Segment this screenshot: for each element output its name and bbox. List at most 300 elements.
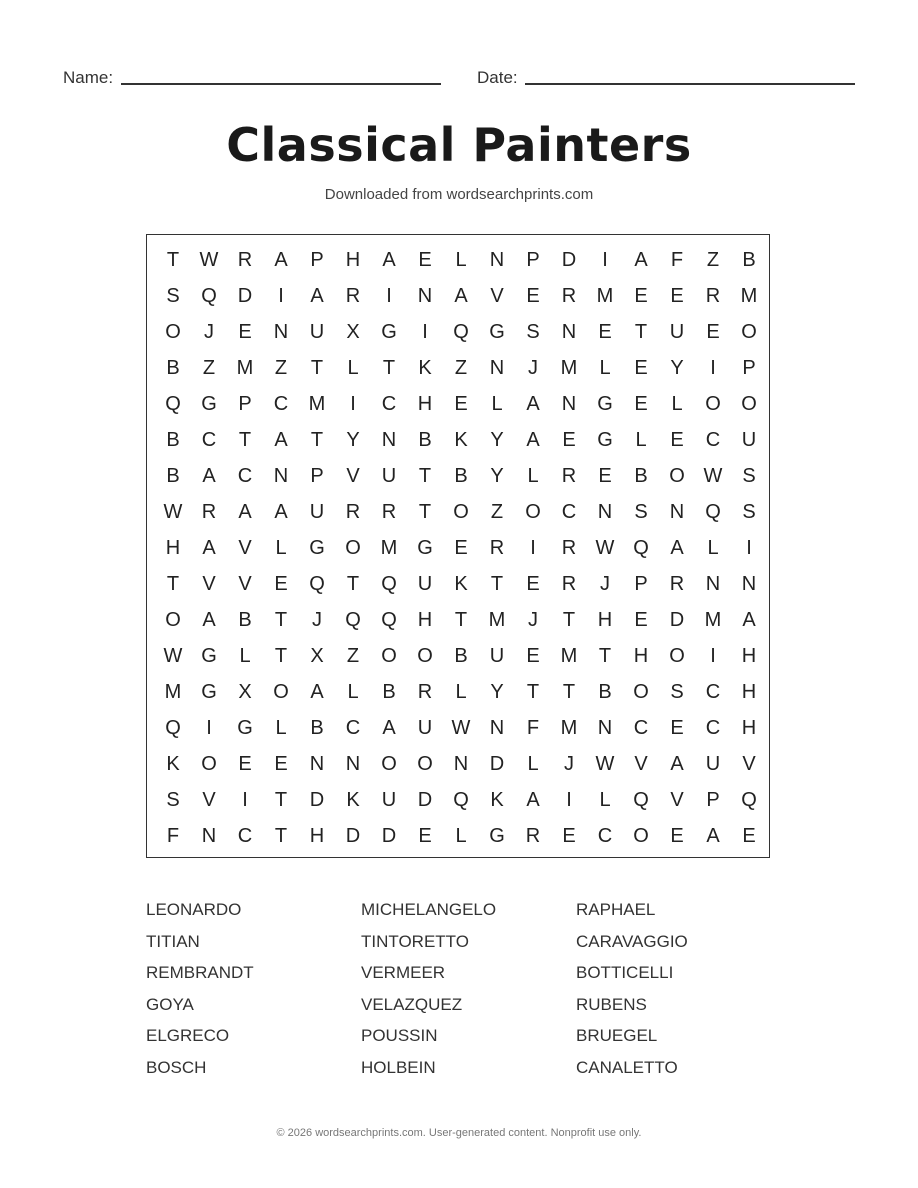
grid-letter: L: [275, 537, 287, 559]
grid-letter: B: [238, 609, 252, 631]
grid-letter: B: [454, 645, 468, 667]
grid-letter: K: [346, 789, 360, 811]
grid-letter: L: [599, 789, 611, 811]
grid-letter: R: [417, 681, 433, 703]
grid-letter: E: [634, 609, 648, 631]
grid-letter: L: [239, 645, 251, 667]
grid-letter: E: [526, 645, 540, 667]
grid-letter: L: [347, 357, 359, 379]
grid-letter: M: [560, 717, 578, 739]
word-list-item: POUSSIN: [361, 1026, 438, 1045]
grid-letter: R: [561, 537, 577, 559]
grid-letter: S: [670, 681, 684, 703]
grid-letter: H: [417, 609, 433, 631]
grid-letter: O: [345, 537, 361, 559]
grid-letter: A: [382, 717, 396, 739]
grid-letter: A: [526, 393, 540, 415]
grid-letter: L: [527, 465, 539, 487]
grid-letter: A: [670, 753, 684, 775]
grid-letter: R: [525, 825, 541, 847]
grid-letter: C: [633, 717, 649, 739]
grid-letter: N: [597, 501, 613, 523]
grid-letter: M: [164, 681, 182, 703]
grid-letter: A: [238, 501, 252, 523]
grid-letter: Q: [345, 609, 361, 631]
grid-letter: H: [165, 537, 181, 559]
grid-letter: I: [206, 717, 212, 739]
grid-letter: V: [634, 753, 648, 775]
grid-letter: T: [598, 645, 612, 667]
grid-row: [155, 422, 765, 458]
grid-letter: T: [274, 645, 288, 667]
grid-letter: E: [526, 573, 540, 595]
grid-letter: T: [418, 501, 432, 523]
grid-letter: O: [741, 321, 757, 343]
grid-letter: E: [634, 285, 648, 307]
grid-letter: E: [562, 825, 576, 847]
grid-letter: Y: [490, 465, 504, 487]
grid-letter: F: [670, 249, 684, 271]
grid-letter: D: [381, 825, 397, 847]
grid-letter: K: [418, 357, 432, 379]
grid-letter: M: [308, 393, 326, 415]
grid-letter: A: [742, 609, 756, 631]
grid-letter: T: [454, 609, 468, 631]
grid-letter: V: [742, 753, 756, 775]
grid-letter: E: [418, 249, 432, 271]
grid-letter: F: [166, 825, 180, 847]
grid-letter: D: [237, 285, 253, 307]
grid-letter: B: [166, 465, 180, 487]
grid-letter: H: [741, 717, 757, 739]
word-list-item: CARAVAGGIO: [576, 931, 688, 951]
grid-letter: Z: [202, 357, 216, 379]
grid-letter: I: [710, 357, 716, 379]
grid-letter: N: [561, 321, 577, 343]
grid-letter: R: [669, 573, 685, 595]
grid-row: [155, 710, 765, 746]
grid-letter: I: [602, 249, 608, 271]
grid-letter: L: [671, 393, 683, 415]
grid-letter: O: [381, 645, 397, 667]
grid-letter: Q: [633, 537, 649, 559]
grid-letter: I: [422, 321, 428, 343]
grid-letter: U: [417, 717, 433, 739]
grid-letter: N: [489, 249, 505, 271]
grid-letter: T: [562, 609, 576, 631]
grid-letter: B: [742, 249, 756, 271]
grid-letter: N: [273, 465, 289, 487]
grid-letter: B: [382, 681, 396, 703]
grid-letter: S: [526, 321, 540, 343]
page-subtitle: Downloaded from wordsearchprints.com: [324, 186, 594, 203]
grid-letter: O: [165, 609, 181, 631]
grid-letter: V: [238, 573, 252, 595]
grid-row: [155, 242, 765, 278]
grid-letter: K: [454, 429, 468, 451]
grid-letter: B: [418, 429, 432, 451]
grid-letter: T: [562, 681, 576, 703]
grid-letter: I: [530, 537, 536, 559]
grid-letter: O: [201, 753, 217, 775]
word-list-item: BRUEGEL: [576, 1026, 658, 1045]
grid-letter: G: [417, 537, 433, 559]
grid-letter: Q: [165, 717, 181, 739]
grid-letter: Q: [741, 789, 757, 811]
grid-letter: E: [418, 825, 432, 847]
word-list-item: VERMEER: [361, 963, 446, 982]
grid-letter: E: [742, 825, 756, 847]
grid-letter: O: [165, 321, 181, 343]
grid-letter: N: [489, 357, 505, 379]
grid-letter: O: [669, 645, 685, 667]
word-list-item: MICHELANGELO: [361, 900, 497, 919]
grid-letter: X: [238, 681, 252, 703]
grid-letter: Z: [346, 645, 360, 667]
grid-letter: V: [238, 537, 252, 559]
grid-letter: A: [526, 429, 540, 451]
grid-letter: X: [346, 321, 360, 343]
grid-letter: P: [634, 573, 648, 595]
grid-letter: Z: [274, 357, 288, 379]
grid-letter: K: [166, 753, 180, 775]
grid-row: [155, 566, 765, 602]
name-label: Name:: [63, 68, 114, 87]
grid-letter: H: [597, 609, 613, 631]
word-list-item: REMBRANDT: [146, 963, 254, 982]
grid-letter: N: [597, 717, 613, 739]
word-list-item: RUBENS: [576, 994, 647, 1014]
grid-letter: L: [491, 393, 503, 415]
grid-letter: Q: [201, 285, 217, 307]
grid-letter: B: [454, 465, 468, 487]
grid-letter: I: [710, 645, 716, 667]
grid-letter: N: [741, 573, 757, 595]
grid-letter: T: [382, 357, 396, 379]
grid-letter: T: [418, 465, 432, 487]
grid-letter: R: [489, 537, 505, 559]
grid-letter: B: [634, 465, 648, 487]
grid-letter: F: [526, 717, 540, 739]
grid-letter: J: [204, 321, 214, 343]
grid-letter: O: [273, 681, 289, 703]
grid-letter: T: [166, 249, 180, 271]
grid-letter: A: [382, 249, 396, 271]
grid-letter: L: [455, 681, 467, 703]
grid-letter: E: [274, 573, 288, 595]
grid-letter: S: [166, 789, 180, 811]
grid-letter: A: [274, 429, 288, 451]
grid-letter: D: [417, 789, 433, 811]
grid-letter: C: [705, 681, 721, 703]
grid-letter: E: [454, 393, 468, 415]
grid-letter: E: [706, 321, 720, 343]
grid-letter: A: [310, 285, 324, 307]
grid-letter: T: [238, 429, 252, 451]
grid-letter: C: [597, 825, 613, 847]
grid-letter: H: [417, 393, 433, 415]
grid-letter: O: [417, 753, 433, 775]
grid-letter: O: [381, 753, 397, 775]
grid-letter: W: [451, 717, 471, 739]
name-line[interactable]: [121, 83, 441, 85]
grid-letter: W: [595, 753, 615, 775]
grid-letter: D: [309, 789, 325, 811]
grid-letter: E: [454, 537, 468, 559]
grid-letter: I: [746, 537, 752, 559]
grid-letter: U: [705, 753, 721, 775]
grid-letter: T: [310, 429, 324, 451]
grid-letter: H: [633, 645, 649, 667]
grid-row: [155, 818, 765, 854]
grid-row: [155, 602, 765, 638]
grid-letter: O: [705, 393, 721, 415]
grid-letter: M: [488, 609, 506, 631]
grid-letter: C: [237, 825, 253, 847]
grid-letter: E: [598, 465, 612, 487]
grid-letter: Y: [670, 357, 684, 379]
grid-letter: V: [670, 789, 684, 811]
grid-letter: O: [525, 501, 541, 523]
grid-letter: W: [199, 249, 219, 271]
grid-letter: P: [238, 393, 252, 415]
grid-letter: Q: [309, 573, 325, 595]
grid-letter: S: [166, 285, 180, 307]
date-line[interactable]: [525, 83, 855, 85]
grid-letter: Y: [346, 429, 360, 451]
grid-letter: A: [670, 537, 684, 559]
grid-letter: T: [526, 681, 540, 703]
grid-letter: E: [634, 393, 648, 415]
grid-letter: G: [489, 825, 505, 847]
date-field[interactable]: [477, 68, 518, 88]
word-search-grid: [146, 234, 770, 858]
grid-letter: G: [309, 537, 325, 559]
grid-letter: T: [274, 789, 288, 811]
grid-letter: C: [381, 393, 397, 415]
grid-letter: T: [346, 573, 360, 595]
grid-letter: A: [634, 249, 648, 271]
grid-letter: M: [560, 645, 578, 667]
grid-letter: C: [705, 429, 721, 451]
grid-letter: N: [453, 753, 469, 775]
grid-letter: V: [346, 465, 360, 487]
grid-letter: D: [561, 249, 577, 271]
grid-letter: A: [706, 825, 720, 847]
grid-letter: Z: [490, 501, 504, 523]
grid-letter: J: [528, 609, 538, 631]
word-list-item: HOLBEIN: [361, 1057, 436, 1077]
grid-letter: R: [237, 249, 253, 271]
grid-letter: B: [166, 357, 180, 379]
grid-letter: N: [705, 573, 721, 595]
grid-letter: N: [273, 321, 289, 343]
grid-letter: U: [381, 465, 397, 487]
grid-row: [155, 782, 765, 818]
grid-letter: N: [669, 501, 685, 523]
grid-letter: E: [562, 429, 576, 451]
grid-letter: A: [454, 285, 468, 307]
grid-letter: O: [633, 825, 649, 847]
grid-letter: A: [202, 609, 216, 631]
grid-letter: A: [274, 249, 288, 271]
grid-letter: U: [669, 321, 685, 343]
grid-letter: R: [345, 501, 361, 523]
grid-letter: P: [706, 789, 720, 811]
grid-letter: M: [596, 285, 614, 307]
grid-letter: M: [704, 609, 722, 631]
grid-letter: I: [278, 285, 284, 307]
grid-letter: Q: [381, 573, 397, 595]
grid-letter: V: [202, 789, 216, 811]
grid-letter: P: [742, 357, 756, 379]
grid-letter: M: [560, 357, 578, 379]
grid-letter: W: [595, 537, 615, 559]
grid-letter: D: [669, 609, 685, 631]
grid-letter: U: [417, 573, 433, 595]
grid-letter: H: [309, 825, 325, 847]
grid-letter: I: [350, 393, 356, 415]
grid-letter: C: [237, 465, 253, 487]
word-list-item: CANALETTO: [576, 1057, 678, 1077]
grid-letter: T: [310, 357, 324, 379]
grid-letter: L: [455, 249, 467, 271]
grid-letter: N: [489, 717, 505, 739]
grid-letter: M: [740, 285, 758, 307]
grid-letter: G: [597, 429, 613, 451]
grid-letter: I: [386, 285, 392, 307]
grid-row: [155, 458, 765, 494]
word-list-item: TITIAN: [146, 931, 200, 951]
word-list-item: BOTTICELLI: [576, 963, 674, 982]
grid-letter: R: [345, 285, 361, 307]
grid-letter: U: [489, 645, 505, 667]
grid-letter: C: [273, 393, 289, 415]
grid-letter: N: [417, 285, 433, 307]
grid-letter: G: [201, 681, 217, 703]
grid-letter: N: [201, 825, 217, 847]
grid-letter: B: [598, 681, 612, 703]
grid-letter: C: [561, 501, 577, 523]
grid-letter: R: [201, 501, 217, 523]
grid-letter: Z: [454, 357, 468, 379]
grid-letter: H: [345, 249, 361, 271]
grid-letter: T: [634, 321, 648, 343]
grid-letter: R: [705, 285, 721, 307]
grid-row: [155, 386, 765, 422]
grid-row: [155, 278, 765, 314]
word-list-item: BOSCH: [146, 1057, 207, 1077]
word-list-item: VELAZQUEZ: [361, 994, 463, 1014]
grid-letter: S: [742, 501, 756, 523]
grid-letter: E: [670, 285, 684, 307]
grid-letter: D: [489, 753, 505, 775]
grid-letter: S: [742, 465, 756, 487]
grid-letter: P: [526, 249, 540, 271]
grid-letter: O: [633, 681, 649, 703]
grid-letter: L: [527, 753, 539, 775]
grid-letter: V: [202, 573, 216, 595]
word-list-item: GOYA: [146, 994, 194, 1014]
grid-letter: E: [238, 753, 252, 775]
grid-letter: W: [703, 465, 723, 487]
grid-letter: Y: [490, 681, 504, 703]
grid-letter: Y: [490, 429, 504, 451]
grid-letter: P: [310, 465, 324, 487]
grid-letter: L: [347, 681, 359, 703]
word-list-item: LEONARDO: [146, 900, 242, 919]
grid-letter: J: [528, 357, 538, 379]
grid-letter: X: [310, 645, 324, 667]
name-field[interactable]: [63, 68, 113, 88]
grid-letter: C: [201, 429, 217, 451]
grid-letter: K: [490, 789, 504, 811]
grid-letter: Q: [381, 609, 397, 631]
date-label: Date:: [477, 68, 518, 87]
grid-letter: A: [202, 537, 216, 559]
grid-letter: G: [597, 393, 613, 415]
grid-letter: A: [202, 465, 216, 487]
grid-letter: T: [166, 573, 180, 595]
grid-letter: M: [380, 537, 398, 559]
grid-letter: J: [564, 753, 574, 775]
word-list-item: RAPHAEL: [576, 900, 656, 919]
grid-letter: R: [561, 465, 577, 487]
word-list-item: TINTORETTO: [361, 931, 469, 951]
grid-letter: B: [166, 429, 180, 451]
grid-letter: Q: [705, 501, 721, 523]
grid-letter: U: [381, 789, 397, 811]
grid-letter: U: [309, 501, 325, 523]
grid-letter: E: [598, 321, 612, 343]
grid-letter: S: [634, 501, 648, 523]
grid-letter: N: [381, 429, 397, 451]
grid-letter: N: [309, 753, 325, 775]
grid-row: [155, 350, 765, 386]
grid-letter: E: [274, 753, 288, 775]
grid-letter: Z: [706, 249, 720, 271]
grid-letter: E: [634, 357, 648, 379]
grid-letter: U: [309, 321, 325, 343]
grid-letter: K: [454, 573, 468, 595]
grid-letter: C: [345, 717, 361, 739]
grid-letter: G: [201, 393, 217, 415]
grid-letter: B: [310, 717, 324, 739]
grid-row: [155, 674, 765, 710]
grid-letter: T: [490, 573, 504, 595]
grid-letter: G: [237, 717, 253, 739]
grid-letter: H: [741, 645, 757, 667]
grid-row: [155, 314, 765, 350]
grid-letter: O: [453, 501, 469, 523]
grid-letter: G: [489, 321, 505, 343]
grid-letter: E: [670, 717, 684, 739]
grid-letter: W: [163, 501, 183, 523]
grid-letter: L: [599, 357, 611, 379]
grid-row: [155, 746, 765, 782]
grid-letter: P: [310, 249, 324, 271]
grid-letter: R: [561, 285, 577, 307]
grid-letter: R: [561, 573, 577, 595]
grid-letter: L: [635, 429, 647, 451]
grid-letter: A: [274, 501, 288, 523]
grid-letter: L: [707, 537, 719, 559]
grid-letter: C: [705, 717, 721, 739]
grid-letter: J: [600, 573, 610, 595]
page-title: Classical Painters: [226, 118, 692, 172]
grid-letter: A: [310, 681, 324, 703]
grid-letter: O: [741, 393, 757, 415]
